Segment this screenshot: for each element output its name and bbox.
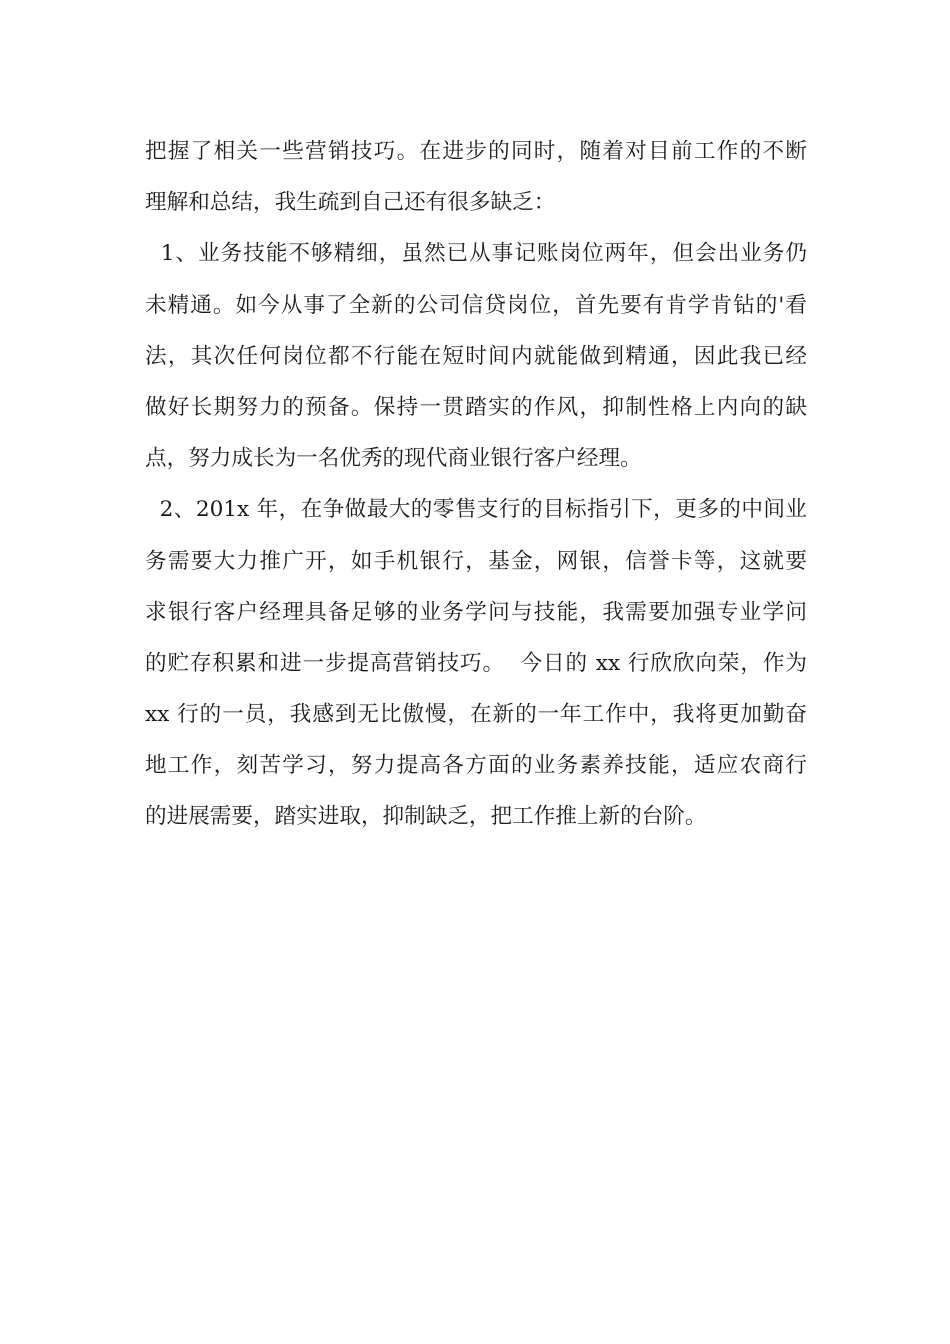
document-body <box>145 126 807 843</box>
text-line: 点，努力成长为一名优秀的现代商业银行客户经理。 <box>145 446 642 472</box>
text-line: 求银行客户经理具备足够的业务学问与技能，我需要加强专业学问 <box>145 599 807 625</box>
text-line: 的贮存积累和进一步提高营销技巧。 今日的 xx 行欣欣向荣，作为 <box>145 650 807 676</box>
text-line: 1、业务技能不够精细，虽然已从事记账岗位两年，但会出业务仍 <box>145 241 807 267</box>
text-line: 法，其次任何岗位都不行能在短时间内就能做到精通，因此我已经 <box>145 343 807 369</box>
text-line: 务需要大力推广开，如手机银行，基金，网银，信誉卡等，这就要 <box>145 548 807 574</box>
text-line: 把握了相关一些营销技巧。在进步的同时，随着对目前工作的不断 <box>145 139 807 164</box>
text-line: xx 行的一员，我感到无比傲慢，在新的一年工作中，我将更加勤奋 <box>145 702 807 728</box>
text-line: 做好长期努力的预备。保持一贯踏实的作风，抑制性格上内向的缺 <box>145 394 807 420</box>
text-line: 未精通。如今从事了全新的公司信贷岗位，首先要有肯学肯钻的'看 <box>145 292 807 318</box>
text-line: 2、201x 年，在争做最大的零售支行的目标指引下，更多的中间业 <box>145 497 807 523</box>
text-line: 地工作，刻苦学习，努力提高各方面的业务素养技能，适应农商行 <box>145 753 807 779</box>
text-line: 理解和总结，我生疏到自己还有很多缺乏： <box>145 190 556 216</box>
text-line: 的进展需要，踏实进取，抑制缺乏，把工作推上新的台阶。 <box>145 804 707 830</box>
